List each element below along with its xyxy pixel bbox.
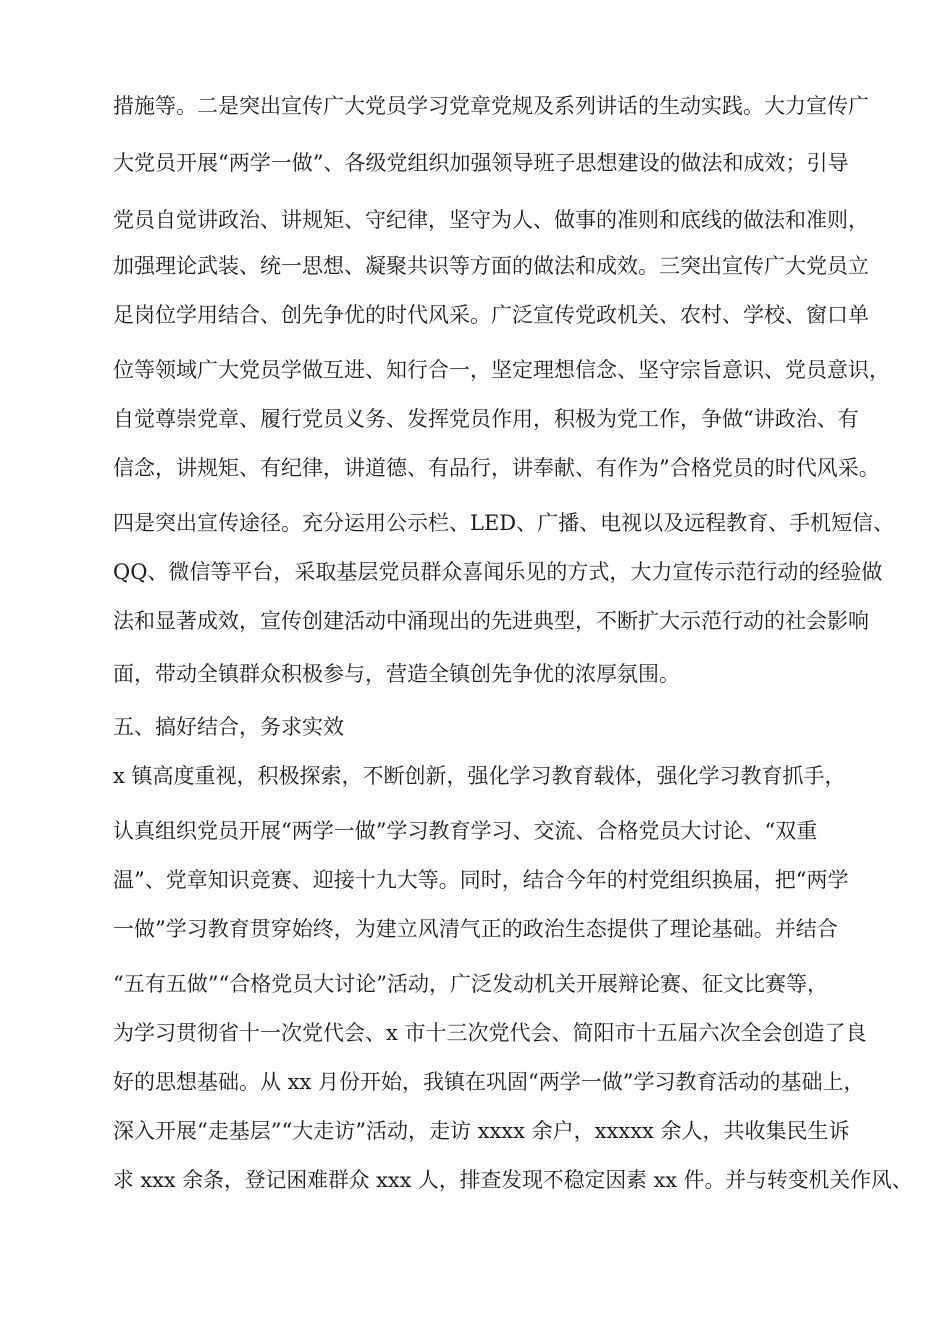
text-line: 面，带动全镇群众积极参与，营造全镇创先争优的浓厚氛围。	[113, 662, 680, 686]
text-line: 温”、党章知识竞赛、迎接十九大等。同时，结合今年的村党组织换届，把“两学	[113, 868, 849, 892]
text-line: 深入开展“走基层”“大走访”活动，走访 xxxx 余户，xxxxx 余人，共收集民生诉	[113, 1119, 850, 1143]
text-line: 加强理论武装、统一思想、凝聚共识等方面的做法和成效。三突出宣传广大党员立	[113, 254, 869, 278]
text-line: 措施等。二是突出宣传广大党员学习党章党规及系列讲话的生动实践。大力宣传广	[113, 94, 869, 118]
text-line: 党员自觉讲政治、讲规矩、守纪律，坚守为人、做事的准则和底线的做法和准则，	[113, 208, 869, 232]
text-line: 四是突出宣传途径。充分运用公示栏、LED、广播、电视以及远程教育、手机短信、	[113, 511, 895, 535]
text-line: 位等领域广大党员学做互进、知行合一，坚定理想信念、坚守宗旨意识、党员意识，	[113, 358, 890, 382]
section-heading: 五、搞好结合，务求实效	[113, 715, 344, 739]
text-line: “五有五做”“合格党员大讨论”活动，广泛发动机关开展辩论赛、征文比赛等，	[113, 972, 828, 996]
text-line: 足岗位学用结合、创先争优的时代风采。广泛宣传党政机关、农村、学校、窗口单	[113, 303, 869, 327]
text-line: 一做”学习教育贯穿始终，为建立风清气正的政治生态提供了理论基础。并结合	[113, 917, 838, 941]
text-line: 认真组织党员开展“两学一做”学习教育学习、交流、合格党员大讨论、“双重	[113, 819, 818, 843]
text-line: 为学习贯彻省十一次党代会、x 市十三次党代会、简阳市十五届六次全会创造了良	[113, 1021, 867, 1045]
text-line: 好的思想基础。从 xx 月份开始，我镇在巩固“两学一做”学习教育活动的基础上，	[113, 1070, 865, 1094]
text-line: 法和显著成效，宣传创建活动中涌现出的先进典型，不断扩大示范行动的社会影响	[113, 609, 869, 633]
text-line: 求 xxx 余条，登记困难群众 xxx 人，排查发现不稳定因素 xx 件。并与转变机关作风、	[113, 1168, 913, 1192]
text-line: 信念，讲规矩、有纪律，讲道德、有品行，讲奉献、有作为”合格党员的时代风采。	[113, 456, 880, 480]
text-line: 大党员开展“两学一做”、各级党组织加强领导班子思想建设的做法和成效；引导	[113, 151, 849, 175]
text-line: QQ、微信等平台，采取基层党员群众喜闻乐见的方式，大力宣传示范行动的经验做	[113, 560, 883, 584]
text-line: x 镇高度重视，积极探索，不断创新，强化学习教育载体，强化学习教育抓手，	[113, 764, 846, 788]
text-line: 自觉尊崇党章、履行党员义务、发挥党员作用，积极为党工作，争做“讲政治、有	[113, 407, 859, 431]
